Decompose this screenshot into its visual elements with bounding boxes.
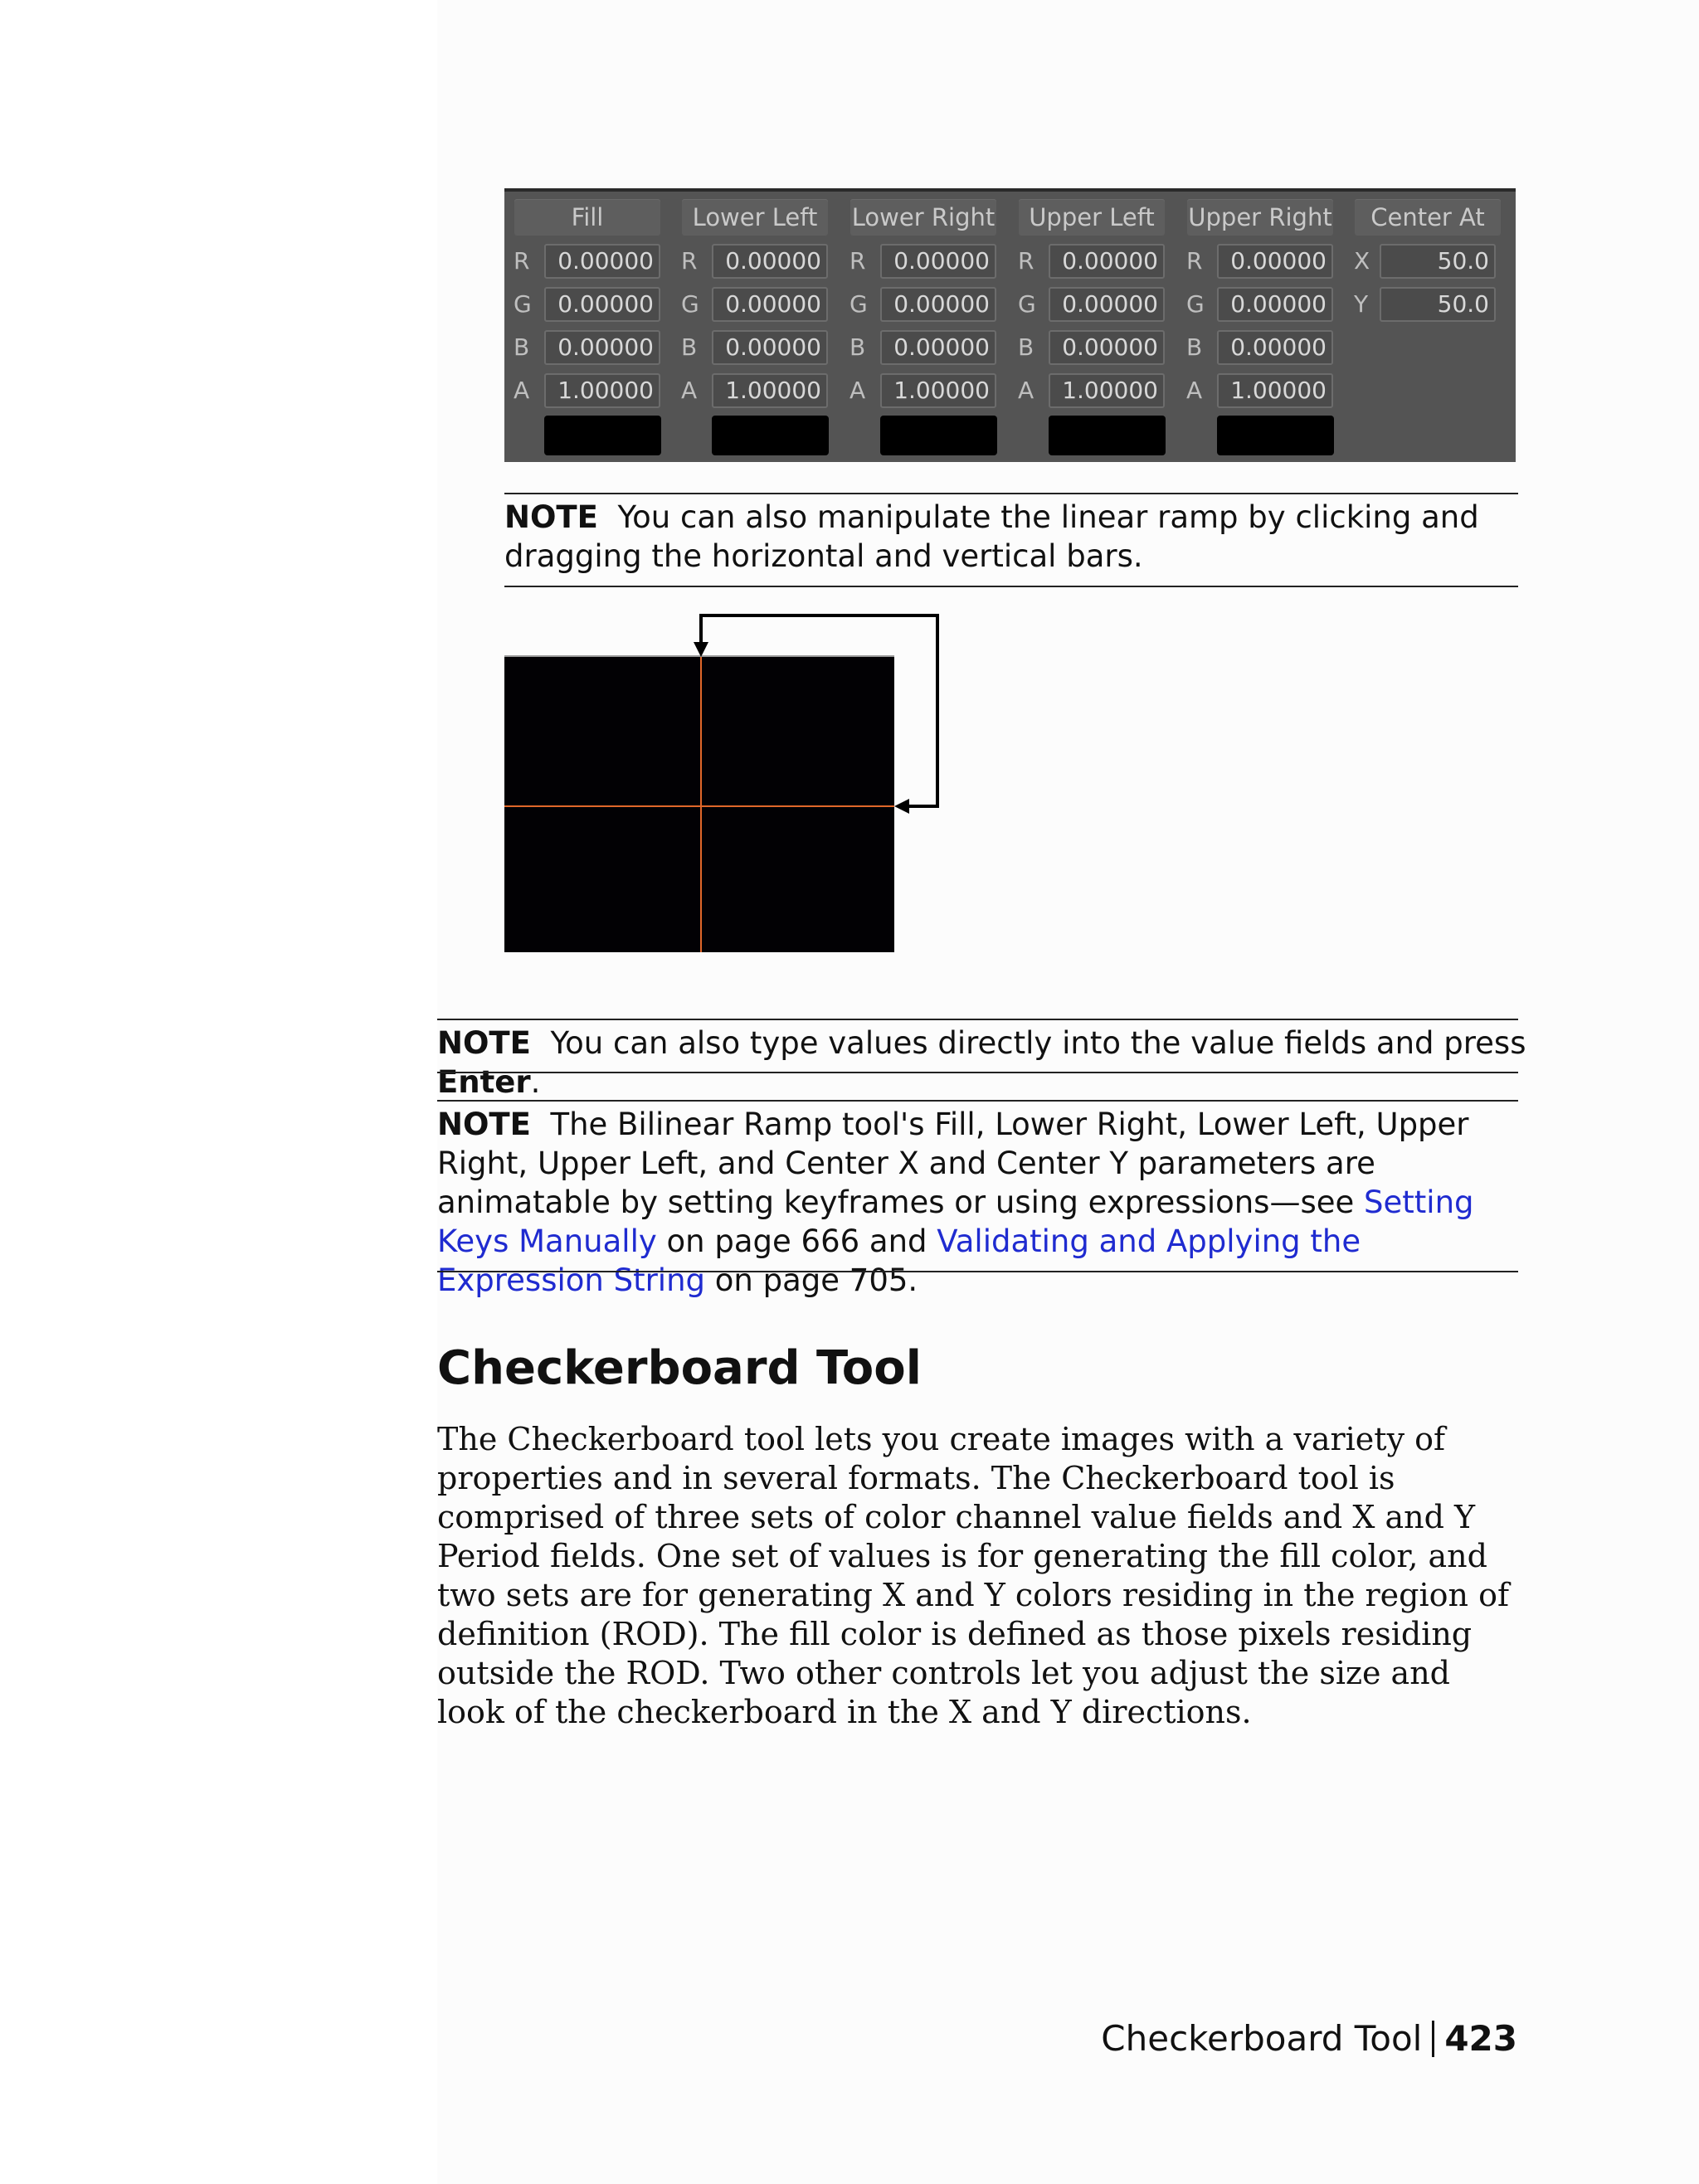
fill-r-field[interactable]: 0.00000	[544, 244, 660, 279]
channel-label: G	[1018, 290, 1036, 318]
upper-right-g-field[interactable]: 0.00000	[1217, 287, 1333, 322]
upper-right-color-swatch[interactable]	[1217, 416, 1334, 455]
lower-left-r-field[interactable]: 0.00000	[712, 244, 828, 279]
channel-label: G	[514, 290, 532, 318]
note2-enter-key: Enter	[437, 1064, 531, 1100]
channel-label: R	[514, 247, 530, 275]
note1-bottom-rule	[504, 586, 1518, 587]
note2-top-rule	[437, 1019, 1518, 1020]
fill-g-row	[504, 285, 670, 323]
lower-right-r-row	[840, 242, 1006, 280]
lower-left-a-field[interactable]: 1.00000	[712, 373, 828, 408]
lower-right-r-field[interactable]: 0.00000	[880, 244, 996, 279]
lower-left-header-button[interactable]: Lower Left	[682, 199, 828, 236]
channel-label: R	[850, 247, 866, 275]
fill-header-button[interactable]: Fill	[514, 199, 660, 236]
lower-left-r-row	[672, 242, 838, 280]
down-arrow-icon	[694, 642, 708, 657]
channel-label: A	[1186, 377, 1203, 404]
channel-label: B	[1018, 333, 1034, 361]
note2-text-end: .	[530, 1064, 541, 1100]
note1-top-rule	[504, 493, 1518, 494]
lower-right-a-row	[840, 372, 1006, 410]
lower-right-color-swatch[interactable]	[880, 416, 997, 455]
upper-left-r-row	[1009, 242, 1175, 280]
upper-left-g-row	[1009, 285, 1175, 323]
center-x-field[interactable]: 50.0	[1380, 244, 1496, 279]
note3-text: The Bilinear Ramp tool's Fill, Lower Right, Lower Left, Upper Right, Upper Left, and Center X and Center Y parameters are animatable by setting keyframes or using expressions—see	[437, 1107, 1469, 1220]
upper-right-g-row	[1177, 285, 1343, 323]
note3-bottom-rule	[437, 1271, 1518, 1272]
center-y-field[interactable]: 50.0	[1380, 287, 1496, 322]
note2-bottom-rule	[437, 1072, 1518, 1073]
lower-left-g-field[interactable]: 0.00000	[712, 287, 828, 322]
page-number: 423	[1444, 2018, 1517, 2059]
center-y-row	[1345, 285, 1511, 323]
center-at-header-button[interactable]: Center At	[1355, 199, 1501, 236]
channel-label: R	[1018, 247, 1034, 275]
bilinear-ramp-parameter-panel	[504, 188, 1516, 462]
note1	[504, 498, 1529, 576]
upper-left-r-field[interactable]: 0.00000	[1049, 244, 1165, 279]
lower-right-b-field[interactable]: 0.00000	[880, 330, 996, 365]
lower-right-b-row	[840, 328, 1006, 367]
upper-right-header-button[interactable]: Upper Right	[1187, 199, 1333, 236]
axis-label: Y	[1354, 290, 1369, 318]
upper-left-b-field[interactable]: 0.00000	[1049, 330, 1165, 365]
note3-top-rule	[437, 1100, 1518, 1102]
fill-a-row	[504, 372, 670, 410]
channel-label: A	[514, 377, 530, 404]
channel-label: G	[681, 290, 699, 318]
lower-right-a-field[interactable]: 1.00000	[880, 373, 996, 408]
validating-expression-link[interactable]: Validating and Applying the Expression String	[437, 1223, 1361, 1298]
upper-left-header-button[interactable]: Upper Left	[1019, 199, 1165, 236]
note2-label: NOTE	[437, 1025, 531, 1061]
center-x-row	[1345, 242, 1511, 280]
channel-label: R	[1186, 247, 1203, 275]
section-heading: Checkerboard Tool	[437, 1341, 922, 1395]
viewer-image	[504, 657, 894, 952]
upper-left-a-field[interactable]: 1.00000	[1049, 373, 1165, 408]
lower-right-g-field[interactable]: 0.00000	[880, 287, 996, 322]
channel-label: A	[1018, 377, 1034, 404]
lower-right-g-row	[840, 285, 1006, 323]
upper-right-a-field[interactable]: 1.00000	[1217, 373, 1333, 408]
fill-color-swatch[interactable]	[544, 416, 661, 455]
lower-left-b-row	[672, 328, 838, 367]
page-footer	[1101, 2016, 1517, 2062]
channel-label: G	[1186, 290, 1205, 318]
upper-right-r-row	[1177, 242, 1343, 280]
upper-right-b-field[interactable]: 0.00000	[1217, 330, 1333, 365]
fill-b-row	[504, 328, 670, 367]
lower-right-header-button[interactable]: Lower Right	[850, 199, 996, 236]
note3-text-mid: on page 666 and	[656, 1223, 937, 1259]
upper-left-a-row	[1009, 372, 1175, 410]
channel-label: A	[850, 377, 866, 404]
note1-label: NOTE	[504, 499, 598, 535]
fill-g-field[interactable]: 0.00000	[544, 287, 660, 322]
upper-right-b-row	[1177, 328, 1343, 367]
fill-r-row	[504, 242, 670, 280]
upper-right-a-row	[1177, 372, 1343, 410]
channel-label: G	[850, 290, 868, 318]
note1-text: You can also manipulate the linear ramp by clicking and dragging the horizontal and vertical bars.	[504, 499, 1479, 574]
upper-left-color-swatch[interactable]	[1049, 416, 1166, 455]
note2-text: You can also type values directly into the value fields and press	[550, 1025, 1526, 1061]
upper-right-r-field[interactable]: 0.00000	[1217, 244, 1333, 279]
setting-keys-manually-link[interactable]: Setting Keys Manually	[437, 1184, 1474, 1259]
channel-label: B	[681, 333, 698, 361]
lower-left-g-row	[672, 285, 838, 323]
ramp-preview-illustration	[498, 606, 946, 954]
note3-text-end: on page 705.	[705, 1262, 918, 1298]
section-body-paragraph: The Checkerboard tool lets you create images with a variety of properties and in several formats. The Checkerboard tool is comprised of three sets of color channel value fields and X and Y Period fields. One set of values is for generating the fill color, and two sets are for generating X and Y colors residing in the region of definition (ROD). The fill color is defined as those pixels residing outside the ROD. Two other controls let you adjust the size and look of the checkerboard in the X and Y directions.	[437, 1421, 1510, 1730]
channel-label: B	[850, 333, 866, 361]
channel-label: B	[1186, 333, 1203, 361]
note3-label: NOTE	[437, 1107, 531, 1142]
upper-left-g-field[interactable]: 0.00000	[1049, 287, 1165, 322]
lower-left-b-field[interactable]: 0.00000	[712, 330, 828, 365]
upper-left-b-row	[1009, 328, 1175, 367]
channel-label: R	[681, 247, 698, 275]
note2	[437, 1024, 1532, 1102]
fill-b-field[interactable]: 0.00000	[544, 330, 660, 365]
footer-title: Checkerboard Tool	[1101, 2018, 1423, 2059]
channel-label: B	[514, 333, 530, 361]
lower-left-a-row	[672, 372, 838, 410]
left-arrow-icon	[894, 799, 909, 814]
lower-left-color-swatch[interactable]	[712, 416, 829, 455]
fill-a-field[interactable]: 1.00000	[544, 373, 660, 408]
axis-label: X	[1354, 247, 1370, 275]
viewer-top-edge	[504, 655, 894, 657]
footer-separator	[1432, 2021, 1434, 2057]
channel-label: A	[681, 377, 698, 404]
